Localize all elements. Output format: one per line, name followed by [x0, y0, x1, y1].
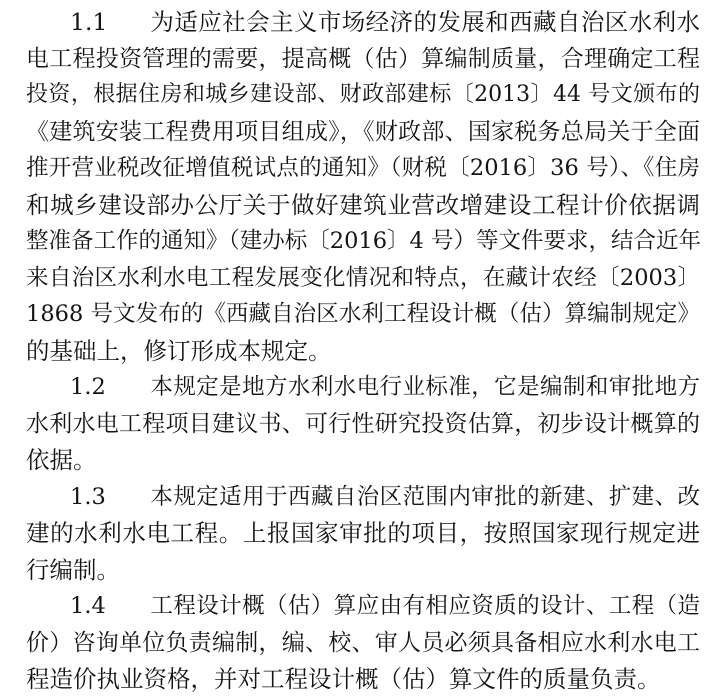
text-line: 程造价执业资格，并对工程设计概（估）算文件的质量负责。 [26, 665, 661, 693]
text-line: 投资，根据住房和城乡建设部、财政部建标〔2013〕44 号文颁布的 [26, 82, 700, 107]
text-line: 1.2 本规定是地方水利水电行业标准，它是编制和审批地方 [26, 369, 700, 406]
text-line: 1.3 本规定适用于西藏自治区范围内审批的新建、扩建、改 [26, 479, 700, 516]
text-line: 水利水电工程项目建议书、可行性研究投资估算，初步设计概算的 [26, 410, 700, 437]
clause-number: 1.2 [70, 374, 106, 400]
clause-1-2 [26, 369, 700, 479]
text-line: 建的水利水电工程。上报国家审批的项目，按照国家现行规定进 [26, 519, 700, 547]
clause-1-3 [26, 479, 700, 589]
text-line: 《建筑安装工程费用项目组成》，《财政部、国家税务总局关于全面 [26, 118, 700, 145]
clause-1-4 [26, 588, 700, 698]
text-line: 整准备工作的通知》（建办标〔2016〕4 号）等文件要求，结合近年 [26, 228, 701, 254]
clause-1-1 [26, 4, 700, 369]
clause-number: 1.3 [70, 483, 106, 510]
text-line: 行编制。 [26, 555, 120, 584]
text-line: 价）咨询单位负责编制，编、校、审人员必须具备相应水利水电工 [26, 629, 700, 656]
text-line: 电工程投资管理的需要，提高概（估）算编制质量，合理确定工程 [26, 45, 700, 72]
text-line: 1.1 为适应社会主义市场经济的发展和西藏自治区水利水 [26, 4, 700, 41]
text-line: 来自治区水利水电工程发展变化情况和特点，在藏计农经〔2003〕 [26, 264, 700, 291]
text-line: 1868 号文发布的《西藏自治区水利工程设计概（估）算编制规定》 [26, 301, 700, 327]
text-line: 1.4 工程设计概（估）算应由有相应资质的设计、工程（造 [26, 588, 700, 625]
text-line: 和城乡建设部办公厅关于做好建筑业营改增建设工程计价依据调 [26, 190, 700, 219]
document-body [26, 4, 700, 698]
text-line: 依据。 [26, 446, 97, 474]
text-line: 的基础上，修订形成本规定。 [26, 336, 332, 365]
text-line: 推开营业税改征增值税试点的通知》（财税〔2016〕36 号）、《住房 [26, 155, 700, 181]
clause-number: 1.4 [70, 593, 106, 619]
clause-number: 1.1 [70, 8, 108, 36]
